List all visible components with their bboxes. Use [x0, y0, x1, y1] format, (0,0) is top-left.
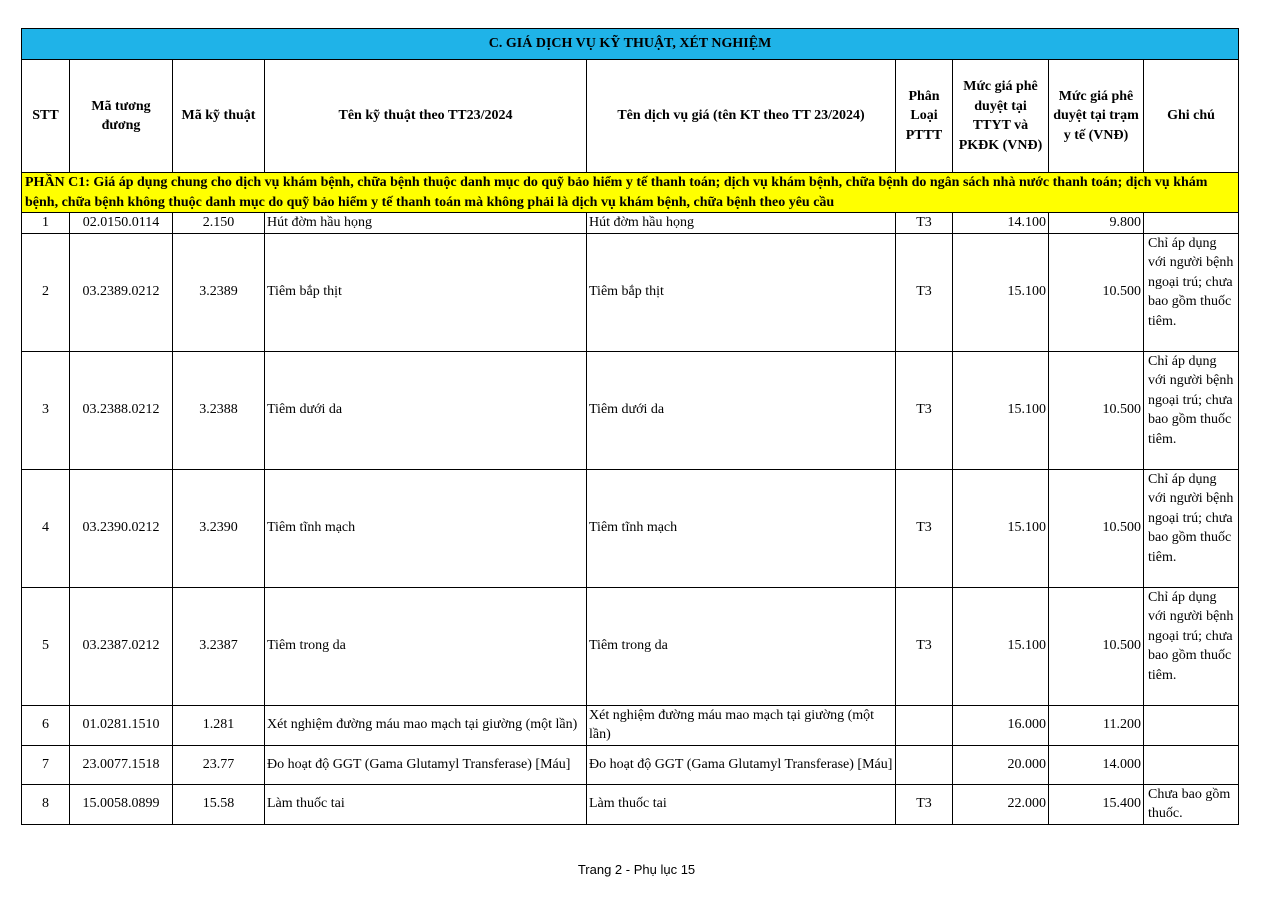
cell-ghi-chu: Chỉ áp dụng với người bệnh ngoại trú; chưa bao gồm thuốc tiêm.: [1144, 469, 1239, 587]
table-row: [22, 469, 1239, 587]
cell-ma-ky-thuat: 15.58: [173, 784, 265, 824]
cell-ghi-chu: [1144, 213, 1239, 234]
cell-ten-ky-thuat: Xét nghiệm đường máu mao mạch tại giường (một lần): [265, 705, 587, 745]
cell-ma-tuong-duong: 23.0077.1518: [70, 745, 173, 784]
cell-stt: 7: [22, 745, 70, 784]
cell-ma-ky-thuat: 3.2389: [173, 233, 265, 351]
table-row: [22, 784, 1239, 824]
cell-ma-ky-thuat: 1.281: [173, 705, 265, 745]
cell-ghi-chu: Chỉ áp dụng với người bệnh ngoại trú; chưa bao gồm thuốc tiêm.: [1144, 351, 1239, 469]
header-ma-ky-thuat: Mã kỹ thuật: [173, 60, 265, 173]
cell-ma-tuong-duong: 03.2389.0212: [70, 233, 173, 351]
cell-phan-loai: [896, 705, 953, 745]
price-sheet: [21, 28, 1238, 825]
cell-ten-ky-thuat: Tiêm trong da: [265, 587, 587, 705]
header-ten-ky-thuat: Tên kỹ thuật theo TT23/2024: [265, 60, 587, 173]
cell-gia-ttyt: 16.000: [953, 705, 1049, 745]
cell-ma-tuong-duong: 02.0150.0114: [70, 213, 173, 234]
cell-gia-ttyt: 15.100: [953, 351, 1049, 469]
header-muc-gia-tram: Mức giá phê duyệt tại trạm y tế (VNĐ): [1049, 60, 1144, 173]
cell-ten-dich-vu: Tiêm trong da: [587, 587, 896, 705]
page-footer: Trang 2 - Phụ lục 15: [577, 862, 696, 877]
cell-ten-ky-thuat: Đo hoạt độ GGT (Gama Glutamyl Transferase) [Máu]: [265, 745, 587, 784]
cell-ma-tuong-duong: 01.0281.1510: [70, 705, 173, 745]
cell-gia-tram: 9.800: [1049, 213, 1144, 234]
cell-ten-ky-thuat: Làm thuốc tai: [265, 784, 587, 824]
table-row: [22, 705, 1239, 745]
cell-ten-ky-thuat: Tiêm dưới da: [265, 351, 587, 469]
cell-ghi-chu: Chỉ áp dụng với người bệnh ngoại trú; chưa bao gồm thuốc tiêm.: [1144, 587, 1239, 705]
cell-stt: 1: [22, 213, 70, 234]
cell-ten-ky-thuat: Tiêm bắp thịt: [265, 233, 587, 351]
header-muc-gia-ttyt: Mức giá phê duyệt tại TTYT và PKĐK (VNĐ): [953, 60, 1049, 173]
section-title: PHẦN C1: Giá áp dụng chung cho dịch vụ khám bệnh, chữa bệnh thuộc danh mục do quỹ bảo hiểm y tế thanh toán; dịch vụ khám bệnh, chữa bệnh do ngân sách nhà nước thanh toán; dịch vụ khám bệnh, chữa bệnh không thuộc danh mục do quỹ bảo hiểm y tế thanh toán mà không phải là dịch vụ khám bệnh, chữa bệnh theo yêu cầu: [22, 173, 1239, 213]
header-row: [22, 60, 1239, 173]
cell-stt: 2: [22, 233, 70, 351]
header-ghi-chu: Ghi chú: [1144, 60, 1239, 173]
cell-phan-loai: T3: [896, 469, 953, 587]
header-ten-dich-vu: Tên dịch vụ giá (tên KT theo TT 23/2024): [587, 60, 896, 173]
cell-gia-ttyt: 15.100: [953, 587, 1049, 705]
cell-ten-dich-vu: Tiêm bắp thịt: [587, 233, 896, 351]
cell-ghi-chu: [1144, 705, 1239, 745]
cell-ghi-chu: Chỉ áp dụng với người bệnh ngoại trú; chưa bao gồm thuốc tiêm.: [1144, 233, 1239, 351]
cell-ma-tuong-duong: 03.2387.0212: [70, 587, 173, 705]
cell-ghi-chu: Chưa bao gồm thuốc.: [1144, 784, 1239, 824]
table-row: [22, 587, 1239, 705]
price-table: [21, 28, 1239, 825]
cell-gia-tram: 10.500: [1049, 469, 1144, 587]
cell-ten-dich-vu: Làm thuốc tai: [587, 784, 896, 824]
cell-ma-ky-thuat: 2.150: [173, 213, 265, 234]
cell-ten-dich-vu: Hút đờm hầu họng: [587, 213, 896, 234]
cell-phan-loai: T3: [896, 784, 953, 824]
table-row: [22, 213, 1239, 234]
cell-gia-tram: 11.200: [1049, 705, 1144, 745]
header-phan-loai: Phân Loại PTTT: [896, 60, 953, 173]
cell-phan-loai: T3: [896, 351, 953, 469]
cell-ten-dich-vu: Xét nghiệm đường máu mao mạch tại giường (một lần): [587, 705, 896, 745]
cell-ma-tuong-duong: 15.0058.0899: [70, 784, 173, 824]
cell-gia-ttyt: 14.100: [953, 213, 1049, 234]
cell-phan-loai: T3: [896, 233, 953, 351]
cell-stt: 8: [22, 784, 70, 824]
cell-ma-ky-thuat: 3.2388: [173, 351, 265, 469]
cell-ten-ky-thuat: Tiêm tĩnh mạch: [265, 469, 587, 587]
cell-gia-ttyt: 15.100: [953, 469, 1049, 587]
cell-ten-dich-vu: Tiêm tĩnh mạch: [587, 469, 896, 587]
cell-stt: 3: [22, 351, 70, 469]
cell-ghi-chu: [1144, 745, 1239, 784]
cell-ten-dich-vu: Đo hoạt độ GGT (Gama Glutamyl Transferase) [Máu]: [587, 745, 896, 784]
cell-phan-loai: [896, 745, 953, 784]
cell-ma-tuong-duong: 03.2390.0212: [70, 469, 173, 587]
header-ma-tuong-duong: Mã tương đương: [70, 60, 173, 173]
cell-ma-tuong-duong: 03.2388.0212: [70, 351, 173, 469]
cell-phan-loai: T3: [896, 587, 953, 705]
cell-gia-tram: 10.500: [1049, 233, 1144, 351]
cell-ma-ky-thuat: 3.2390: [173, 469, 265, 587]
cell-gia-ttyt: 15.100: [953, 233, 1049, 351]
section-row: [22, 173, 1239, 213]
cell-gia-ttyt: 22.000: [953, 784, 1049, 824]
cell-gia-tram: 10.500: [1049, 351, 1144, 469]
cell-phan-loai: T3: [896, 213, 953, 234]
cell-stt: 5: [22, 587, 70, 705]
table-row: [22, 745, 1239, 784]
title-row: [22, 29, 1239, 60]
cell-ten-dich-vu: Tiêm dưới da: [587, 351, 896, 469]
cell-ma-ky-thuat: 3.2387: [173, 587, 265, 705]
cell-stt: 4: [22, 469, 70, 587]
table-row: [22, 351, 1239, 469]
cell-gia-tram: 14.000: [1049, 745, 1144, 784]
cell-ma-ky-thuat: 23.77: [173, 745, 265, 784]
cell-ten-ky-thuat: Hút đờm hầu họng: [265, 213, 587, 234]
header-stt: STT: [22, 60, 70, 173]
cell-gia-tram: 15.400: [1049, 784, 1144, 824]
table-row: [22, 233, 1239, 351]
cell-gia-ttyt: 20.000: [953, 745, 1049, 784]
cell-gia-tram: 10.500: [1049, 587, 1144, 705]
cell-stt: 6: [22, 705, 70, 745]
table-title: C. GIÁ DỊCH VỤ KỸ THUẬT, XÉT NGHIỆM: [22, 29, 1239, 60]
